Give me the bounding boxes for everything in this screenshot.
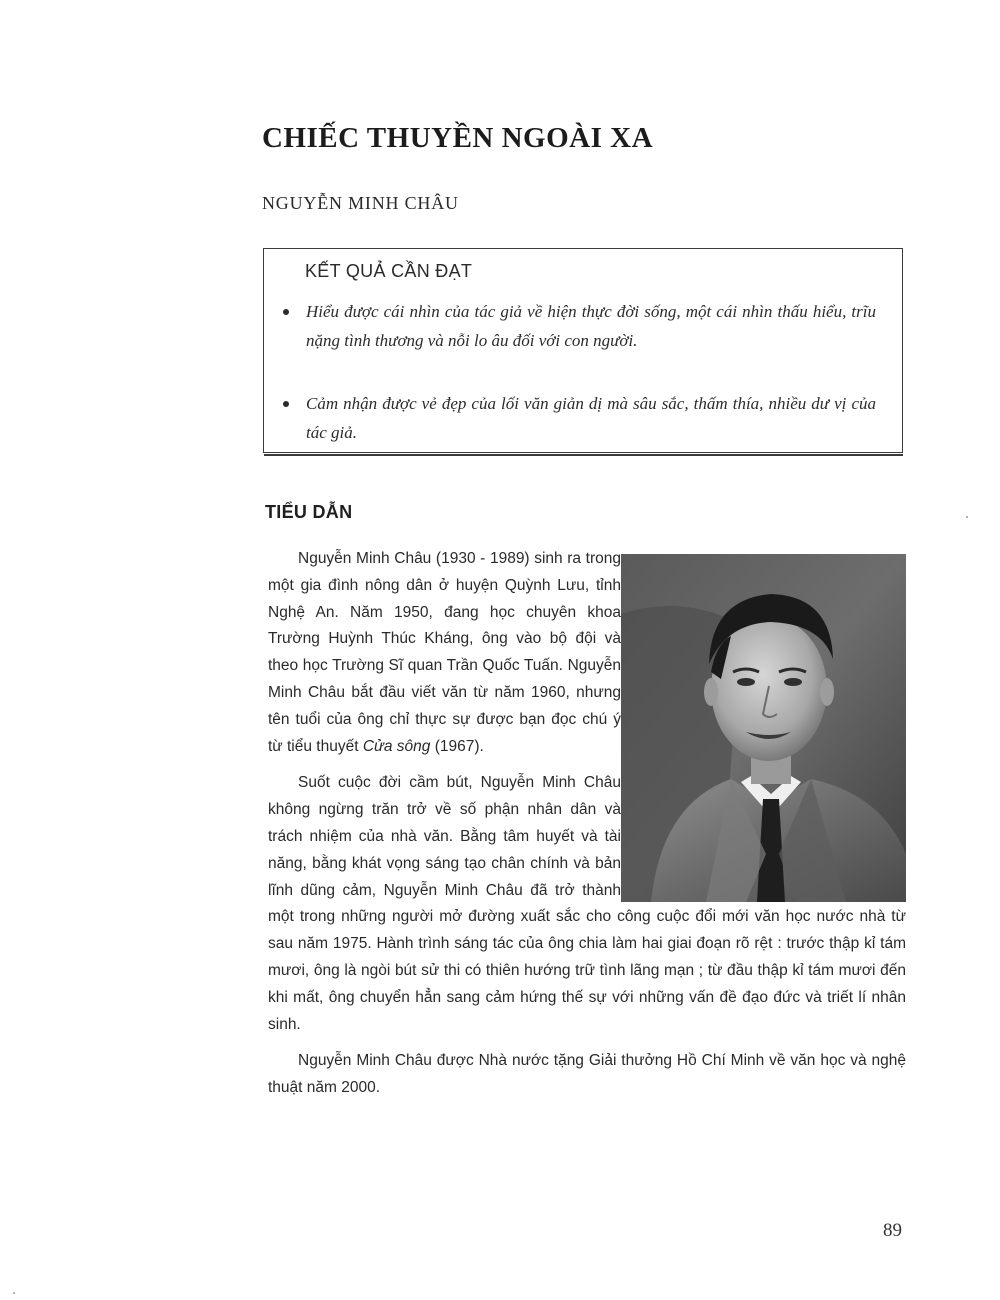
author-name: NGUYỄN MINH CHÂU [262,193,459,213]
bullet-icon [283,309,289,315]
introduction-paragraph: Suốt cuộc đời cầm bút, Nguyễn Minh Châu không ngừng trăn trở về số phận nhân dân và trách nhiệm của nhà văn. Bằng tâm huyết và tài năng, bằng khát vọng sáng tạo chân chính và bản lĩnh dũng cảm, Nguyễn Minh Châu đã trở thành một trong những người mở đường xuất sắc cho công cuộc đổi mới văn học nước nhà từ sau năm 1975. Hành trình sáng tác của ông chia làm hai giai đoạn rõ rệt : trước thập kỉ tám mươi, ông là ngòi bút sử thi có thiên hướng trữ tình lãng mạn ; từ đầu thập kỉ tám mươi đến khi mất, ông chuyển hẳn sang cảm hứng thế sự với những vấn đề đạo đức và triết lí nhân sinh. [268,774,906,1033]
learning-outcome-text: Cảm nhận được vẻ đẹp của lối văn giản dị mà sâu sắc, thấm thía, nhiều dư vị của tác giả. [306,394,876,442]
work-title-cua-song: Cửa sông [362,737,431,755]
section-heading-introduction: TIỂU DẪN [265,502,353,522]
learning-outcome-text: Hiểu được cái nhìn của tác giả về hiện thực đời sống, một cái nhìn thấu hiểu, trĩu nặng tình thương và nỗi lo âu đối với con người. [306,302,876,350]
page-title: CHIẾC THUYỀN NGOÀI XA [262,122,654,154]
introduction-paragraph: Nguyễn Minh Châu được Nhà nước tặng Giải thưởng Hồ Chí Minh về văn học và nghệ thuật năm 2000. [268,1052,906,1097]
learning-outcomes-box [263,248,903,453]
learning-outcome-item [306,297,876,355]
introduction-body [268,546,906,1102]
learning-outcomes-heading: KẾT QUẢ CẦN ĐẠT [305,261,473,281]
scan-speck [966,516,968,518]
scan-speck [13,1292,15,1294]
page-number: 89 [883,1220,902,1241]
learning-outcome-item [306,389,876,447]
bullet-icon [283,401,289,407]
introduction-paragraph: Nguyễn Minh Châu (1930 - 1989) sinh ra trong một gia đình nông dân ở huyện Quỳnh Lưu, tỉnh Nghệ An. Năm 1950, đang học chuyên khoa Trường Huỳnh Thúc Kháng, ông vào bộ đội và theo học Trường Sĩ quan Trần Quốc Tuấn. Nguyễn Minh Châu bắt đầu viết văn từ năm 1960, nhưng tên tuổi của ông chỉ thực sự được bạn đọc chú ý từ tiểu thuyết Cửa sông (1967). [268,550,621,755]
author-portrait-photo [621,554,906,902]
